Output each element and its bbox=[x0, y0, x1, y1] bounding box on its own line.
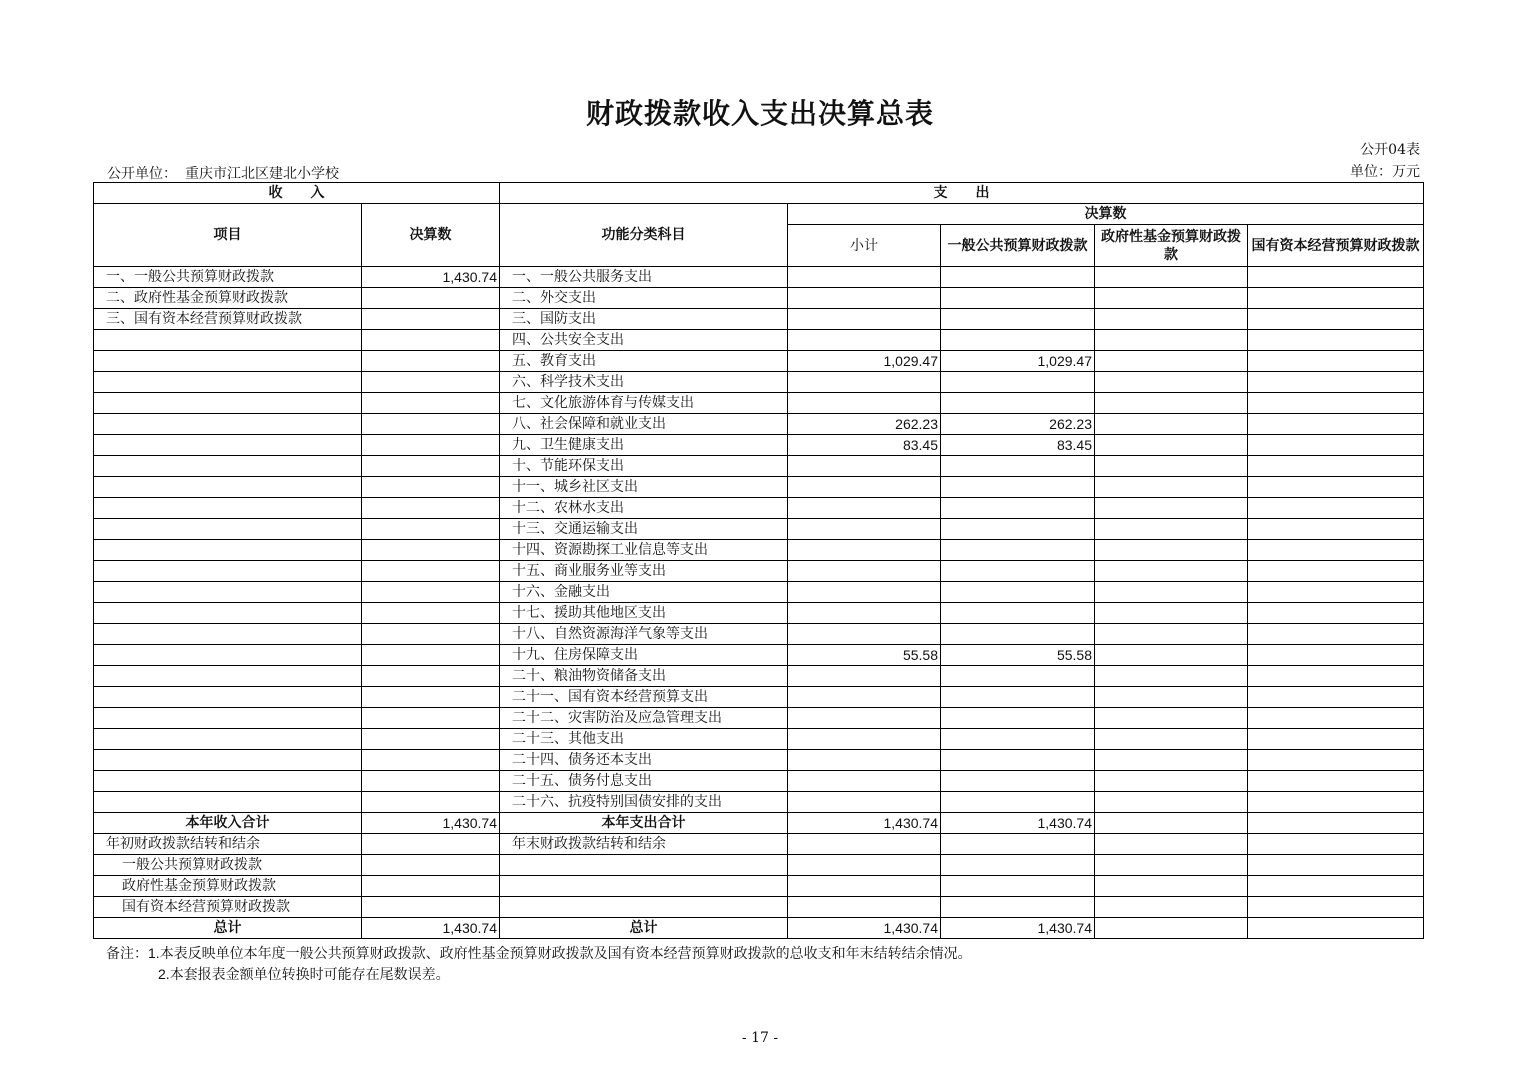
income-amount-cell bbox=[362, 435, 500, 456]
expense-category-cell: 二十、粮油物资储备支出 bbox=[500, 666, 788, 687]
state-capital-cell bbox=[1248, 288, 1424, 309]
general-budget-cell bbox=[941, 687, 1095, 708]
state-capital-cell bbox=[1248, 687, 1424, 708]
gov-fund-cell bbox=[1095, 771, 1248, 792]
org-label-prefix: 公开单位： bbox=[107, 166, 177, 182]
general-budget-cell bbox=[941, 477, 1095, 498]
subtotal-cell bbox=[788, 330, 941, 351]
carryover-item-gov-fund bbox=[1095, 897, 1248, 918]
carryover-item-amount bbox=[362, 855, 500, 876]
general-budget-cell bbox=[941, 267, 1095, 288]
carryover-item-amount bbox=[362, 876, 500, 897]
table-row bbox=[94, 771, 1424, 792]
table-row bbox=[94, 309, 1424, 330]
grand-total-row-income-amount: 1,430.74 bbox=[362, 918, 500, 939]
income-item-cell bbox=[94, 750, 362, 771]
table-row bbox=[94, 582, 1424, 603]
state-capital-cell bbox=[1248, 771, 1424, 792]
income-amount-cell bbox=[362, 750, 500, 771]
income-amount-cell bbox=[362, 519, 500, 540]
expense-category-cell: 二十六、抗疫特别国债安排的支出 bbox=[500, 792, 788, 813]
carryover-sub-row bbox=[94, 855, 1424, 876]
state-capital-cell bbox=[1248, 414, 1424, 435]
header-row-2 bbox=[94, 204, 1424, 225]
item-header: 项目 bbox=[94, 204, 362, 267]
gov-fund-cell bbox=[1095, 393, 1248, 414]
income-item-cell bbox=[94, 330, 362, 351]
general-budget-cell bbox=[941, 582, 1095, 603]
table-row bbox=[94, 645, 1424, 666]
subtotal-cell bbox=[788, 456, 941, 477]
income-item-cell bbox=[94, 582, 362, 603]
subtotal-cell bbox=[788, 498, 941, 519]
year-total-row bbox=[94, 813, 1424, 834]
gov-fund-cell bbox=[1095, 624, 1248, 645]
year-total-row-subtotal: 1,430.74 bbox=[788, 813, 941, 834]
income-amount-cell bbox=[362, 288, 500, 309]
gov-fund-cell bbox=[1095, 603, 1248, 624]
income-item-cell bbox=[94, 519, 362, 540]
income-amount-cell bbox=[362, 456, 500, 477]
expense-category-cell: 二、外交支出 bbox=[500, 288, 788, 309]
expense-category-cell: 九、卫生健康支出 bbox=[500, 435, 788, 456]
header-row-1 bbox=[94, 183, 1424, 204]
expense-category-cell: 一、一般公共服务支出 bbox=[500, 267, 788, 288]
gov-fund-cell bbox=[1095, 477, 1248, 498]
subtotal-cell bbox=[788, 771, 941, 792]
table-row bbox=[94, 414, 1424, 435]
state-capital-cell bbox=[1248, 267, 1424, 288]
gov-fund-header: 政府性基金预算财政拨款 bbox=[1095, 225, 1248, 267]
income-amount-cell bbox=[362, 603, 500, 624]
grand-total-row-general-budget: 1,430.74 bbox=[941, 918, 1095, 939]
note-1-text: 本表反映单位本年度一般公共预算财政拨款、政府性基金预算财政拨款及国有资本经营预算财政拨款的总收支和年末结转结余情况。 bbox=[159, 946, 972, 962]
state-capital-cell bbox=[1248, 603, 1424, 624]
expense-category-cell: 二十一、国有资本经营预算支出 bbox=[500, 687, 788, 708]
general-budget-cell bbox=[941, 750, 1095, 771]
expense-category-cell: 七、文化旅游体育与传媒支出 bbox=[500, 393, 788, 414]
gov-fund-cell bbox=[1095, 372, 1248, 393]
gov-fund-cell bbox=[1095, 435, 1248, 456]
income-amount-cell bbox=[362, 582, 500, 603]
carryover-start-label: 年初财政拨款结转和结余 bbox=[94, 834, 362, 855]
general-budget-cell bbox=[941, 372, 1095, 393]
income-item-cell bbox=[94, 771, 362, 792]
subtotal-cell bbox=[788, 372, 941, 393]
carryover-item-amount bbox=[362, 897, 500, 918]
subtotal-cell bbox=[788, 603, 941, 624]
expense-category-cell: 十六、金融支出 bbox=[500, 582, 788, 603]
general-budget-cell bbox=[941, 666, 1095, 687]
grand-total-row-subtotal: 1,430.74 bbox=[788, 918, 941, 939]
state-capital-header: 国有资本经营预算财政拨款 bbox=[1248, 225, 1424, 267]
state-capital-cell bbox=[1248, 561, 1424, 582]
carryover-start-amount bbox=[362, 834, 500, 855]
year-total-row-income-label: 本年收入合计 bbox=[94, 813, 362, 834]
gov-fund-cell bbox=[1095, 561, 1248, 582]
expense-category-cell: 四、公共安全支出 bbox=[500, 330, 788, 351]
gov-fund-cell bbox=[1095, 519, 1248, 540]
income-item-cell bbox=[94, 603, 362, 624]
subtotal-cell bbox=[788, 561, 941, 582]
page-number: - 17 - bbox=[741, 1030, 779, 1046]
general-budget-cell: 1,029.47 bbox=[941, 351, 1095, 372]
income-amount-cell bbox=[362, 792, 500, 813]
income-amount-cell bbox=[362, 540, 500, 561]
expense-category-cell: 十五、商业服务业等支出 bbox=[500, 561, 788, 582]
subtotal-cell bbox=[788, 540, 941, 561]
note-2 bbox=[106, 964, 972, 985]
income-item-cell bbox=[94, 435, 362, 456]
carryover-item-label: 政府性基金预算财政拨款 bbox=[94, 876, 362, 897]
state-capital-cell bbox=[1248, 708, 1424, 729]
general-budget-cell bbox=[941, 288, 1095, 309]
carryover-general-budget bbox=[941, 834, 1095, 855]
subtotal-header: 小计 bbox=[788, 225, 941, 267]
state-capital-cell bbox=[1248, 372, 1424, 393]
carryover-item-gov-fund bbox=[1095, 876, 1248, 897]
table-row bbox=[94, 330, 1424, 351]
income-item-cell: 二、政府性基金预算财政拨款 bbox=[94, 288, 362, 309]
income-amount-cell bbox=[362, 729, 500, 750]
table-row bbox=[94, 750, 1424, 771]
state-capital-cell bbox=[1248, 666, 1424, 687]
general-budget-cell bbox=[941, 309, 1095, 330]
table-row bbox=[94, 477, 1424, 498]
expense-category-cell: 三、国防支出 bbox=[500, 309, 788, 330]
table-row bbox=[94, 561, 1424, 582]
gov-fund-cell bbox=[1095, 582, 1248, 603]
general-budget-cell bbox=[941, 603, 1095, 624]
general-budget-cell bbox=[941, 771, 1095, 792]
expense-category-cell: 十、节能环保支出 bbox=[500, 456, 788, 477]
subtotal-cell bbox=[788, 267, 941, 288]
income-item-cell bbox=[94, 372, 362, 393]
carryover-item-label: 国有资本经营预算财政拨款 bbox=[94, 897, 362, 918]
general-budget-cell bbox=[941, 330, 1095, 351]
general-budget-cell: 83.45 bbox=[941, 435, 1095, 456]
table-row bbox=[94, 393, 1424, 414]
table-row bbox=[94, 687, 1424, 708]
expense-category-cell: 五、教育支出 bbox=[500, 351, 788, 372]
note-2-text: 本套报表金额单位转换时可能存在尾数误差。 bbox=[169, 967, 450, 983]
table-row bbox=[94, 288, 1424, 309]
general-budget-header: 一般公共预算财政拨款 bbox=[941, 225, 1095, 267]
income-item-cell bbox=[94, 729, 362, 750]
amount-header: 决算数 bbox=[362, 204, 500, 267]
table-row bbox=[94, 519, 1424, 540]
table-row bbox=[94, 603, 1424, 624]
expense-header: 支 出 bbox=[500, 183, 1424, 204]
carryover-item-subtotal bbox=[788, 876, 941, 897]
year-total-row-state-capital bbox=[1248, 813, 1424, 834]
carryover-item-subtotal bbox=[788, 897, 941, 918]
gov-fund-cell bbox=[1095, 498, 1248, 519]
gov-fund-cell bbox=[1095, 414, 1248, 435]
table-row bbox=[94, 351, 1424, 372]
carryover-subtotal bbox=[788, 834, 941, 855]
table-row bbox=[94, 792, 1424, 813]
state-capital-cell bbox=[1248, 645, 1424, 666]
income-item-cell bbox=[94, 351, 362, 372]
carryover-item-state-capital bbox=[1248, 855, 1424, 876]
note-prefix: 备注： bbox=[106, 946, 148, 962]
page-title: 财政拨款收入支出决算总表 bbox=[585, 97, 934, 130]
carryover-item-state-capital bbox=[1248, 897, 1424, 918]
org-name: 重庆市江北区建北小学校 bbox=[185, 166, 339, 182]
carryover-sub-row bbox=[94, 897, 1424, 918]
expense-category-cell: 十四、资源勘探工业信息等支出 bbox=[500, 540, 788, 561]
general-budget-cell bbox=[941, 708, 1095, 729]
expense-category-cell: 十九、住房保障支出 bbox=[500, 645, 788, 666]
subtotal-cell bbox=[788, 393, 941, 414]
expense-category-cell: 二十四、债务还本支出 bbox=[500, 750, 788, 771]
income-item-cell bbox=[94, 624, 362, 645]
income-amount-cell bbox=[362, 624, 500, 645]
expense-category-cell: 六、科学技术支出 bbox=[500, 372, 788, 393]
income-amount-cell bbox=[362, 414, 500, 435]
subtotal-cell bbox=[788, 288, 941, 309]
state-capital-cell bbox=[1248, 582, 1424, 603]
table-row bbox=[94, 435, 1424, 456]
general-budget-cell bbox=[941, 729, 1095, 750]
gov-fund-cell bbox=[1095, 330, 1248, 351]
income-item-cell: 三、国有资本经营预算财政拨款 bbox=[94, 309, 362, 330]
carryover-row bbox=[94, 834, 1424, 855]
income-amount-cell bbox=[362, 687, 500, 708]
table-row bbox=[94, 624, 1424, 645]
subtotal-cell bbox=[788, 750, 941, 771]
subtotal-cell: 55.58 bbox=[788, 645, 941, 666]
table-row bbox=[94, 540, 1424, 561]
note-1-number: 1. bbox=[148, 945, 160, 961]
general-budget-cell bbox=[941, 561, 1095, 582]
income-amount-cell bbox=[362, 561, 500, 582]
gov-fund-cell bbox=[1095, 792, 1248, 813]
state-capital-cell bbox=[1248, 792, 1424, 813]
gov-fund-cell bbox=[1095, 645, 1248, 666]
table-row bbox=[94, 372, 1424, 393]
expense-category-cell: 十一、城乡社区支出 bbox=[500, 477, 788, 498]
grand-total-row-income-label: 总计 bbox=[94, 918, 362, 939]
income-amount-cell bbox=[362, 666, 500, 687]
carryover-item-expense bbox=[500, 855, 788, 876]
state-capital-cell bbox=[1248, 435, 1424, 456]
income-item-cell bbox=[94, 708, 362, 729]
table-row bbox=[94, 456, 1424, 477]
state-capital-cell bbox=[1248, 540, 1424, 561]
gov-fund-cell bbox=[1095, 708, 1248, 729]
state-capital-cell bbox=[1248, 519, 1424, 540]
carryover-item-general-budget bbox=[941, 897, 1095, 918]
carryover-state-capital bbox=[1248, 834, 1424, 855]
year-total-row-general-budget: 1,430.74 bbox=[941, 813, 1095, 834]
subtotal-cell bbox=[788, 792, 941, 813]
gov-fund-cell bbox=[1095, 750, 1248, 771]
gov-fund-cell bbox=[1095, 267, 1248, 288]
income-item-cell bbox=[94, 540, 362, 561]
carryover-item-general-budget bbox=[941, 855, 1095, 876]
final-amount-header: 决算数 bbox=[788, 204, 1424, 225]
org-label bbox=[107, 163, 339, 183]
expense-category-cell: 二十三、其他支出 bbox=[500, 729, 788, 750]
unit-label: 单位：万元 bbox=[1350, 164, 1420, 180]
expense-category-cell: 二十五、债务付息支出 bbox=[500, 771, 788, 792]
income-amount-cell bbox=[362, 372, 500, 393]
subtotal-cell bbox=[788, 582, 941, 603]
subtotal-cell bbox=[788, 666, 941, 687]
carryover-item-gov-fund bbox=[1095, 855, 1248, 876]
gov-fund-cell bbox=[1095, 288, 1248, 309]
general-budget-cell: 55.58 bbox=[941, 645, 1095, 666]
general-budget-cell bbox=[941, 456, 1095, 477]
general-budget-cell bbox=[941, 393, 1095, 414]
state-capital-cell bbox=[1248, 330, 1424, 351]
income-item-cell bbox=[94, 792, 362, 813]
grand-total-row-gov-fund bbox=[1095, 918, 1248, 939]
note-2-number: 2. bbox=[158, 966, 170, 982]
income-amount-cell bbox=[362, 498, 500, 519]
state-capital-cell bbox=[1248, 456, 1424, 477]
final-accounts-table bbox=[93, 182, 1424, 939]
income-amount-cell bbox=[362, 771, 500, 792]
gov-fund-cell bbox=[1095, 540, 1248, 561]
year-total-row-income-amount: 1,430.74 bbox=[362, 813, 500, 834]
form-number: 公开04表 bbox=[1360, 142, 1420, 158]
notes bbox=[106, 943, 972, 985]
subtotal-cell: 1,029.47 bbox=[788, 351, 941, 372]
state-capital-cell bbox=[1248, 351, 1424, 372]
income-item-cell bbox=[94, 645, 362, 666]
subtotal-cell bbox=[788, 309, 941, 330]
subtotal-cell: 83.45 bbox=[788, 435, 941, 456]
carryover-item-expense bbox=[500, 876, 788, 897]
state-capital-cell bbox=[1248, 498, 1424, 519]
carryover-item-state-capital bbox=[1248, 876, 1424, 897]
grand-total-row-state-capital bbox=[1248, 918, 1424, 939]
gov-fund-cell bbox=[1095, 351, 1248, 372]
grand-total-row-expense-label: 总计 bbox=[500, 918, 788, 939]
table-row bbox=[94, 666, 1424, 687]
income-amount-cell: 1,430.74 bbox=[362, 267, 500, 288]
general-budget-cell bbox=[941, 519, 1095, 540]
expense-category-cell: 十七、援助其他地区支出 bbox=[500, 603, 788, 624]
carryover-item-label: 一般公共预算财政拨款 bbox=[94, 855, 362, 876]
expense-category-cell: 十三、交通运输支出 bbox=[500, 519, 788, 540]
income-item-cell bbox=[94, 561, 362, 582]
subtotal-cell bbox=[788, 624, 941, 645]
income-item-cell bbox=[94, 498, 362, 519]
general-budget-cell bbox=[941, 624, 1095, 645]
income-item-cell bbox=[94, 393, 362, 414]
gov-fund-cell bbox=[1095, 687, 1248, 708]
expense-category-cell: 十八、自然资源海洋气象等支出 bbox=[500, 624, 788, 645]
subtotal-cell: 262.23 bbox=[788, 414, 941, 435]
income-item-cell: 一、一般公共预算财政拨款 bbox=[94, 267, 362, 288]
general-budget-cell bbox=[941, 540, 1095, 561]
gov-fund-cell bbox=[1095, 456, 1248, 477]
income-item-cell bbox=[94, 414, 362, 435]
grand-total-row bbox=[94, 918, 1424, 939]
year-total-row-gov-fund bbox=[1095, 813, 1248, 834]
income-item-cell bbox=[94, 666, 362, 687]
func-category-header: 功能分类科目 bbox=[500, 204, 788, 267]
subtotal-cell bbox=[788, 729, 941, 750]
table-row bbox=[94, 267, 1424, 288]
gov-fund-cell bbox=[1095, 666, 1248, 687]
income-header: 收 入 bbox=[94, 183, 500, 204]
subtotal-cell bbox=[788, 519, 941, 540]
carryover-item-general-budget bbox=[941, 876, 1095, 897]
income-item-cell bbox=[94, 477, 362, 498]
gov-fund-cell bbox=[1095, 729, 1248, 750]
subtotal-cell bbox=[788, 687, 941, 708]
year-total-row-expense-label: 本年支出合计 bbox=[500, 813, 788, 834]
state-capital-cell bbox=[1248, 729, 1424, 750]
income-amount-cell bbox=[362, 309, 500, 330]
income-amount-cell bbox=[362, 351, 500, 372]
general-budget-cell: 262.23 bbox=[941, 414, 1095, 435]
subtotal-cell bbox=[788, 477, 941, 498]
general-budget-cell bbox=[941, 792, 1095, 813]
expense-category-cell: 八、社会保障和就业支出 bbox=[500, 414, 788, 435]
state-capital-cell bbox=[1248, 309, 1424, 330]
carryover-item-subtotal bbox=[788, 855, 941, 876]
income-amount-cell bbox=[362, 393, 500, 414]
state-capital-cell bbox=[1248, 624, 1424, 645]
income-item-cell bbox=[94, 687, 362, 708]
gov-fund-cell bbox=[1095, 309, 1248, 330]
carryover-gov-fund bbox=[1095, 834, 1248, 855]
expense-category-cell: 十二、农林水支出 bbox=[500, 498, 788, 519]
state-capital-cell bbox=[1248, 477, 1424, 498]
income-amount-cell bbox=[362, 330, 500, 351]
subtotal-cell bbox=[788, 708, 941, 729]
carryover-end-label: 年末财政拨款结转和结余 bbox=[500, 834, 788, 855]
carryover-sub-row bbox=[94, 876, 1424, 897]
carryover-item-expense bbox=[500, 897, 788, 918]
income-amount-cell bbox=[362, 708, 500, 729]
note-1 bbox=[106, 943, 972, 964]
table-row bbox=[94, 729, 1424, 750]
state-capital-cell bbox=[1248, 393, 1424, 414]
general-budget-cell bbox=[941, 498, 1095, 519]
expense-category-cell: 二十二、灾害防治及应急管理支出 bbox=[500, 708, 788, 729]
income-amount-cell bbox=[362, 645, 500, 666]
income-item-cell bbox=[94, 456, 362, 477]
state-capital-cell bbox=[1248, 750, 1424, 771]
table-row bbox=[94, 708, 1424, 729]
table-body bbox=[94, 183, 1424, 939]
income-amount-cell bbox=[362, 477, 500, 498]
table-row bbox=[94, 498, 1424, 519]
